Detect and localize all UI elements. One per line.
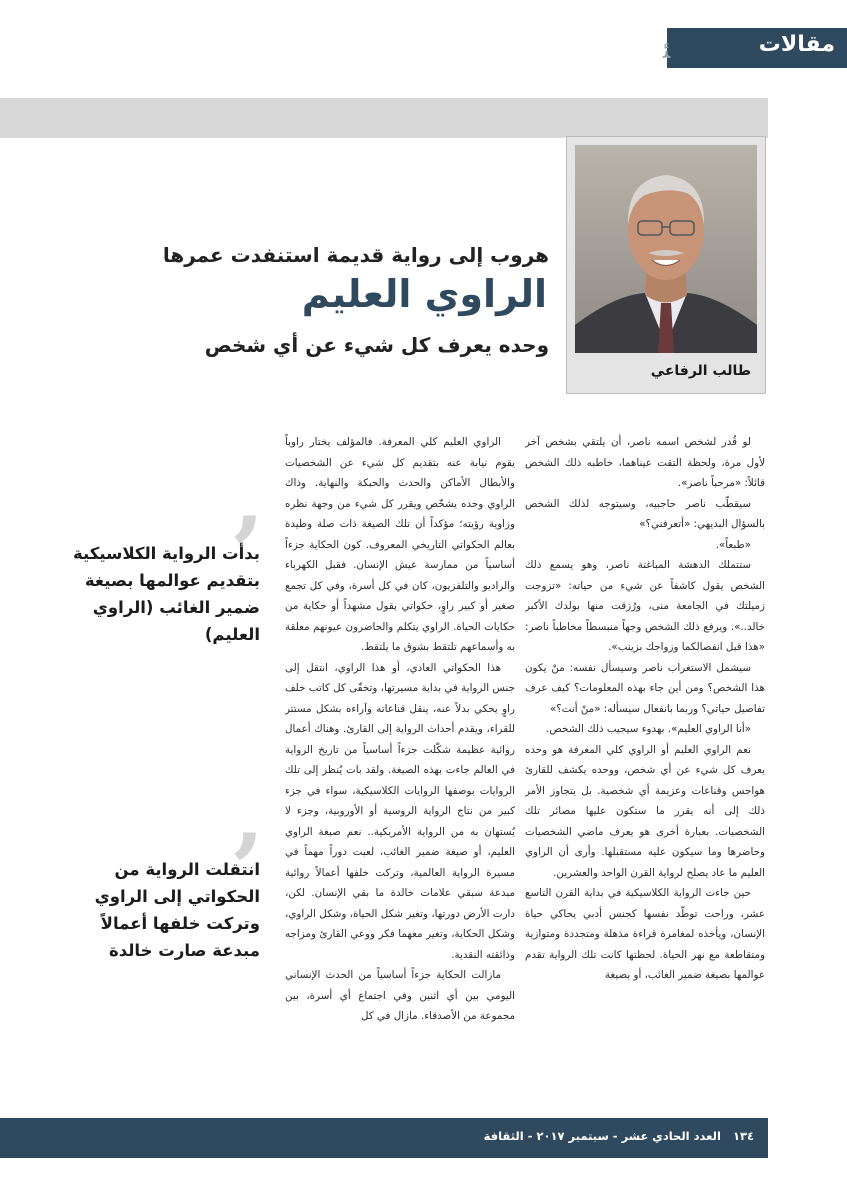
magazine-name: الثقافة <box>483 1129 524 1143</box>
paragraph: ستتملك الدهشة المباغتة ناصر، وهو يسمع ذلك الشخص يقول كاشفاً عن شيء من حياته: «تزوجت زميلتك في الجامعة منى، ورُزقت منها بولدك الأكبر خالد..». ويرفع ذلك الشخص وجهاً منبسطاً مخاطباً ناصر: «هذا قبل انفصالكما وزواجك بزينب». <box>525 559 765 653</box>
author-photo-frame <box>566 136 766 394</box>
header-band <box>0 98 768 138</box>
paragraph: لو قُدر لشخص اسمه ناصر، أن يلتقي بشخص آخر لأول مرة، ولحظة التقت عيناهما، خاطبه ذلك الشخص قائلاً: «مرحباً ناصر». <box>525 436 765 489</box>
body-column-middle <box>285 432 515 1082</box>
footer-line <box>484 1129 754 1143</box>
author-name: طالب الرفاعي <box>650 363 751 379</box>
paragraph: سيقطّب ناصر حاجبيه، وسيتوجه لذلك الشخص بالسؤال البديهي: «أتعرفني؟» <box>525 497 765 530</box>
headline-kicker: هروب إلى رواية قديمة استنفدت عمرها <box>162 243 549 267</box>
pull-quote: انتقلت الرواية من الحكواتي إلى الراوي وتركت خلفها أعمالاً مبدعة صارت خالدة <box>94 860 260 960</box>
issue-info: العدد الحادي عشر - سبتمبر ٢٠١٧ - <box>527 1129 721 1143</box>
section-tab-ornament: ﺌ <box>663 36 671 64</box>
footer-band <box>0 1118 768 1158</box>
paragraph: «أنا الراوي العليم». بهدوء سيجيب ذلك الشخص. <box>546 723 751 735</box>
paragraph: «طبعاً». <box>715 538 751 551</box>
page-number: ١٣٤ <box>732 1129 754 1143</box>
quote-mark-icon: ’ <box>230 813 264 926</box>
paragraph: نعم الراوي العليم أو الراوي كلي المعرفة هو وحده يعرف كل شيء عن أي شخص، ووحده يكشف للقارئ هواجس وقناعات وعزيمة أي شخصية. بل يتجاوز الأمر ذلك إلى أنه يقرر ما ستكون عليها مصائر تلك الشخصيات. بعبارة أخرى هو يعرف ماضي الشخصيات وحاضرها وما سيكون عليه مستقبلها. وأرى أن الراوي العليم ما عاد يصلح لرواية القرن الواحد والعشرين. <box>525 743 765 879</box>
body-column-right <box>525 432 765 1082</box>
paragraph: حين جاءت الرواية الكلاسيكية في بداية القرن التاسع عشر، وراحت توطّد نفسها كجنس أدبي يحاكي حياة الإنسان، ويأخذه لمغامرة قراءة مذهلة ومتجددة ومتوازية ومتقاطعة مع نهر الحياة. لحظتها كانت تلك الرواية تقدم عوالمها بصيغة ضمير الغائب، أو بصيغة <box>525 887 765 981</box>
quote-mark-icon: ’ <box>230 496 264 609</box>
headline-title: الراوي العليم <box>301 272 547 316</box>
author-photo <box>575 145 757 353</box>
paragraph: مازالت الحكاية جزءاً أساسياً من الحدث الإنساني اليومي بين أي اثنين وفي اجتماع أي أسرة، بين مجموعة من الأصدقاء. مازال في كل <box>285 969 515 1022</box>
paragraph: هذا الحكواتي العادي، أو هذا الراوي، انتقل إلى جنس الرواية في بداية مسيرتها، وتخفّى كل كاتب خلف راوٍ يحكي بدلاً عنه، ينقل قناعاته وآراءه بشكل مستتر للقراء، ويقدم أحداث الرواية إلى القارئ. وهناك أعمال روائية عظيمة شكّلت جزءاً أساسياً من تاريخ الرواية في العالم جاءت بهذه الصيغة. ولقد بات يُنظر إلى تلك الروايات بوصفها الروايات الكلاسيكية، سواء في جزء كبير من نتاج الرواية الروسية أو الأوروبية، وجزء لا يُستهان به من الرواية الأمريكية.. نعم صيغة الراوي العليم، أو صيغة ضمير الغائب، لعبت دوراً مهماً في مسيرة الرواية العالمية، وتركت خلفها أعمالاً روائية مبدعة سبقي علامات خالدة ما بقي الإنسان. لكن، دارت الأرض دورتها، وتغير شكل الحياة، وشكل الراوي، وشكل الحكاية، وتغير معهما فكر ووعي القارئ ومزاجه وذائقته النقدية. <box>285 661 515 961</box>
pull-quote: بدأت الرواية الكلاسيكية بتقديم عوالمها بصيغة ضمير الغائب (الراوي العليم) <box>73 544 260 644</box>
headline-subtitle: وحده يعرف كل شيء عن أي شخص <box>204 333 549 357</box>
paragraph: الراوي العليم كلي المعرفة. فالمؤلف يختار راوياً يقوم نيابة عنه بتقديم كل شيء عن الشخصيات والأبطال الأماكن والحدث والحبكة والنهاية. وذاك الراوي وحده يشخّص ويقرر كل شيء من وجهة نظره وزاوية رؤيته؛ مؤكداً أن تلك الصيغة ذات صلة وطيدة بعالم الحكواتي التاريخي المعروف. كون الحكاية جزءاً أساسياً من ممارسة عيش الإنسان. فقبل الكهرباء والراديو والتلفزيون، كان في كل أسرة، وفي كل تجمع صغير أو كبير راوٍ، حكواتي يقول مشهداً أو حكاية من حكايات الحياة. الراوي يتكلم والحاضرون عيونهم معلقة به وأسماعهم تلتقط بشوق ما يلتقط. <box>285 436 515 653</box>
paragraph: سيشمل الاستغراب ناصر وسيسأل نفسه: منْ يكون هذا الشخص؟ ومن أين جاء بهذه المعلومات؟ كيف عرف تفاصيل حياتي؟ وربما بانفعال سيسأله: «منْ أنت؟» <box>525 661 765 715</box>
section-label: مقالات <box>758 32 835 57</box>
section-tab <box>663 28 847 68</box>
